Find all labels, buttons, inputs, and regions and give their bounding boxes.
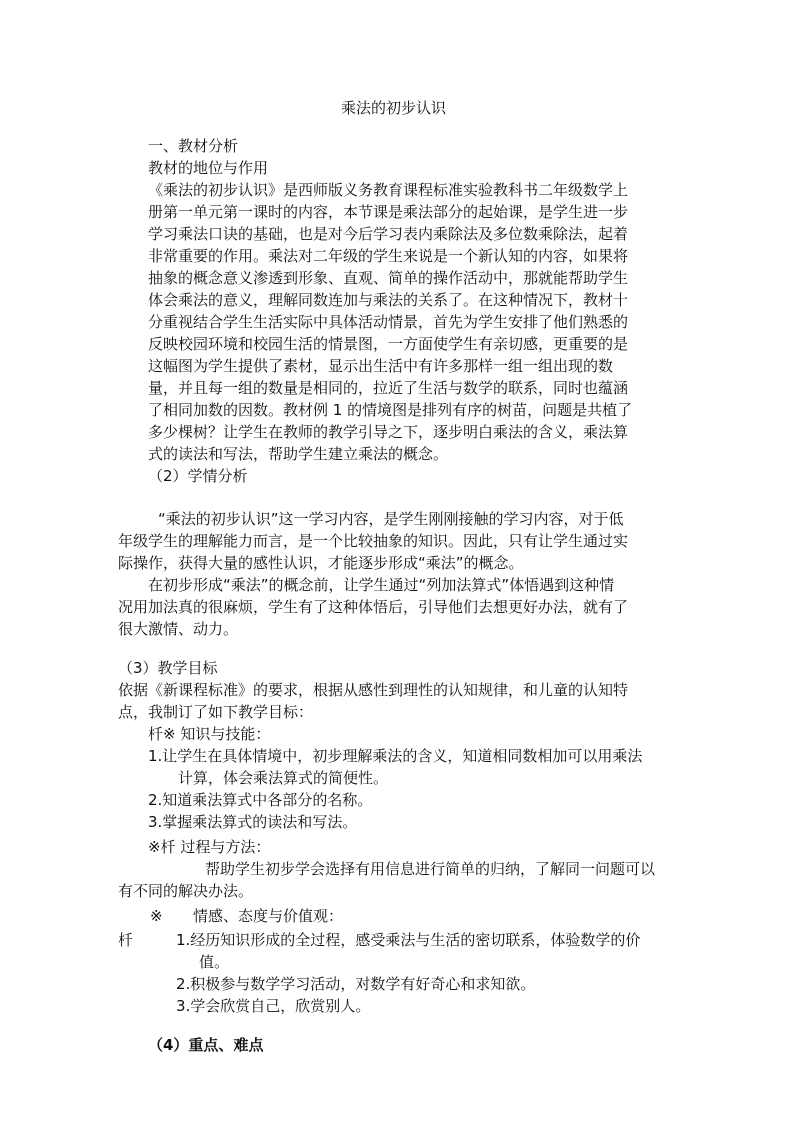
subheading-emotion-values: 情感、态度与价值观：: [193, 907, 344, 925]
paragraph-line: 在初步形成“乘法”的概念前，让学生通过“列加法算式”体悟遇到这种情: [148, 576, 615, 594]
paragraph-line: 抽象的概念意义渗透到形象、直观、简单的操作活动中，那就能帮助学生: [148, 269, 629, 287]
list-item: 3.学会欣赏自己，欣赏别人。: [176, 997, 371, 1015]
paragraph-line: 有不同的解决办法。: [118, 882, 254, 900]
paragraph-line: 际操作，获得大量的感性认识，才能逐步形成“乘法”的概念。: [118, 554, 524, 572]
paragraph-line: 况用加法真的很麻烦，学生有了这种体悟后，引导他们去想更好办法，就有了: [118, 598, 629, 616]
paragraph-line: 这幅图为学生提供了素材，显示出生活中有许多那样一组一组出现的数: [148, 357, 614, 375]
paragraph-line: 依据《新课程标准》的要求，根据从感性到理性的认知规律，和儿童的认知特: [118, 681, 629, 699]
paragraph-line: 帮助学生初步学会选择有用信息进行简单的归纳，了解同一问题可以: [205, 860, 656, 878]
paragraph-line: 式的读法和写法，帮助学生建立乘法的概念。: [148, 445, 449, 463]
list-item: 3.掌握乘法算式的读法和写法。: [148, 813, 358, 831]
paragraph-line: 册第一单元第一课时的内容，本节课是乘法部分的起始课，是学生进一步: [148, 203, 629, 221]
paragraph-line: 很大激情、动力。: [118, 620, 239, 638]
paragraph-line: 体会乘法的意义，理解同数连加与乘法的关系了。在这种情况下，教材十: [148, 291, 629, 309]
paragraph-line: 分重视结合学生生活实际中具体活动情景，首先为学生安排了他们熟悉的: [148, 313, 629, 331]
section-heading-key-points: （4）重点、难点: [148, 1036, 264, 1054]
list-item: 1.经历知识形成的全过程，感受乘法与生活的密切联系，体验数学的价: [176, 931, 641, 949]
section-heading-materials: 一、教材分析: [148, 137, 239, 155]
paragraph-line: 点，我制订了如下教学目标：: [118, 703, 314, 721]
paragraph-line: 学习乘法口诀的基础，也是对今后学习表内乘除法及多位数乘除法，起着: [148, 225, 629, 243]
bullet-glyph: 杄: [118, 931, 134, 949]
subheading-knowledge-skills: 杄※ 知识与技能：: [148, 725, 271, 743]
list-item: 1.让学生在具体情境中，初步理解乘法的含义，知道相同数相加可以用乘法: [148, 747, 643, 765]
paragraph-line: 量，并且每一组的数量是相同的，拉近了生活与数学的联系，同时也蕴涵: [148, 379, 629, 397]
subheading-role: 教材的地位与作用: [148, 159, 269, 177]
paragraph-line: “乘法的初步认识”这一学习内容，是学生刚刚接触的学习内容，对于低: [158, 510, 624, 528]
list-item: 2.知道乘法算式中各部分的名称。: [148, 791, 373, 809]
section-heading-learner-analysis: （2）学情分析: [148, 467, 248, 485]
section-heading-teaching-goals: （3）教学目标: [118, 659, 218, 677]
paragraph-line: 《乘法的初步认识》是西师版义务教育课程标准实验教科书二年级数学上: [148, 181, 629, 199]
list-item-continuation: 值。: [199, 953, 230, 971]
paragraph-line: 年级学生的理解能力而言，是一个比较抽象的知识。因此，只有让学生通过实: [118, 532, 629, 550]
reference-mark: ※: [150, 907, 163, 925]
paragraph-line: 反映校园环境和校园生活的情景图，一方面使学生有亲切感，更重要的是: [148, 335, 629, 353]
list-item-continuation: 计算，体会乘法算式的简便性。: [178, 769, 389, 787]
paragraph-line: 多少棵树？让学生在教师的教学引导之下，逐步明白乘法的含义，乘法算: [148, 423, 629, 441]
list-item: 2.积极参与数学学习活动，对数学有好奇心和求知欲。: [176, 975, 536, 993]
page-title: 乘法的初步认识: [341, 99, 447, 117]
paragraph-line: 非常重要的作用。乘法对二年级的学生来说是一个新认知的内容，如果将: [148, 247, 629, 265]
paragraph-line: 了相同加数的因数。教材例 1 的情境图是排列有序的树苗，问题是共植了: [148, 401, 633, 419]
subheading-process-methods: ※杄 过程与方法：: [148, 838, 271, 856]
